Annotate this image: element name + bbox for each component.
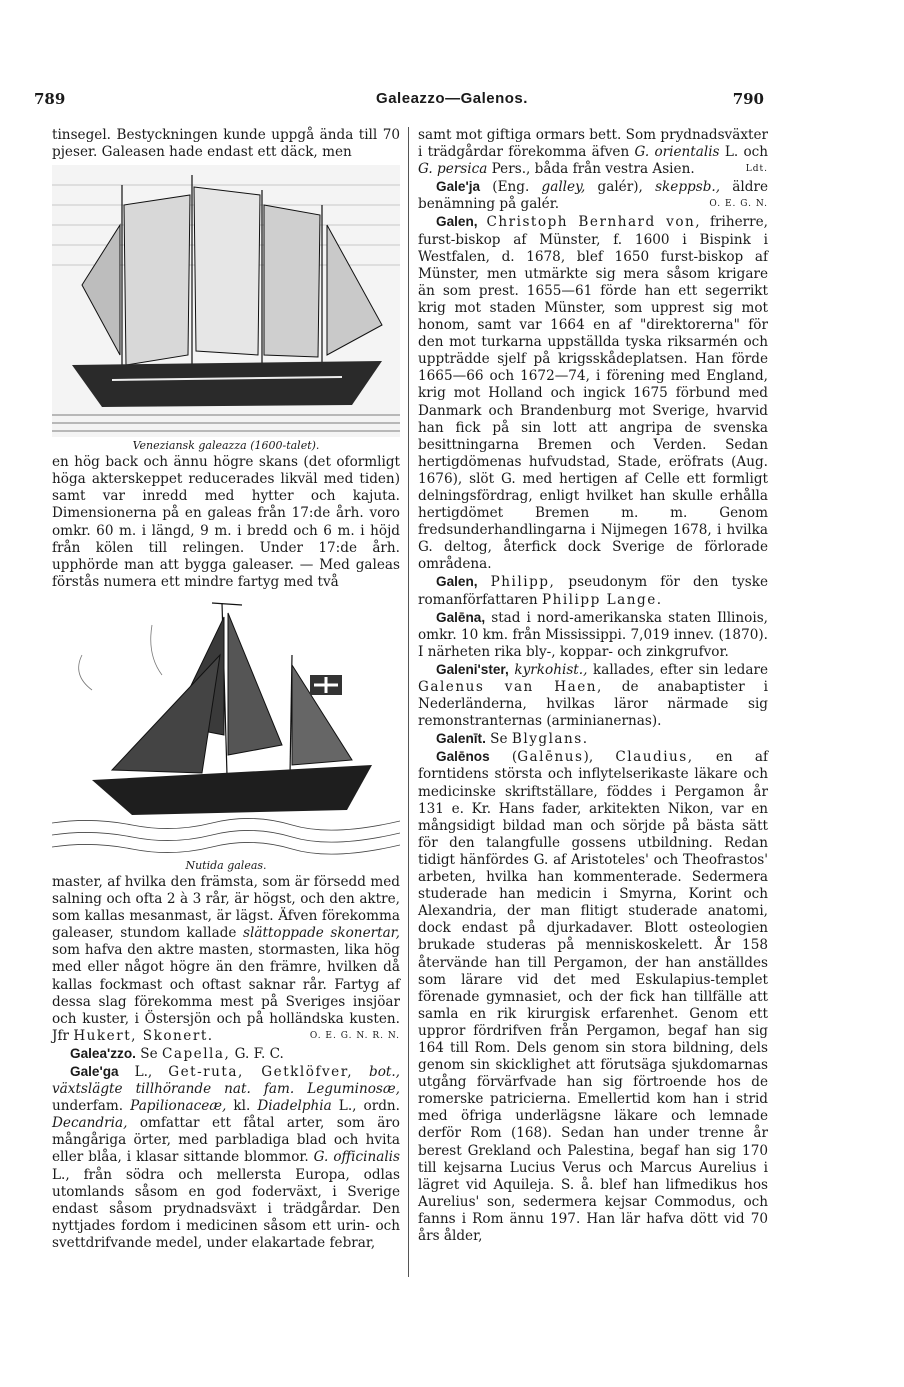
entry-galenos: Galēnos (Galēnus), Claudius, en af forntidens största och inflytelserikaste läkare och medicinske skriftställare, föddes i Pergamon år 131 e. Kr. Hans fader, arkitekten Nikon, var en mångsidigt bildad man och sörjde på bästa sätt för den talangfulle gossens utbildning. Redan tidigt hänfördes G. af Aristoteles' och Theofrastos' arbeten, hvilka han kommenterade. Sedermera studerade han medicin i Smyrna, Korint och Alexandria, der man flitigt studerade anatomi, dock endast på djurkadaver. Blott osteologien brukade studeras på menniskoskelett. År 158 återvände han till Pergamon, der han anställdes som lärare vid det med Eskulapius-templet förenade gymnasiet, och der fick han tillfälle att samla en rik kirurgisk erfarenhet. Genom ett uppror fördrifven från Pergamon, begaf han sig 164 till Rom. Dels genom sin stora bildning, dels genom sin skicklighet att förutsäga sjukdomarnas utgång förvärfvade han sig förtroende hos de romerske patricierna. Emellertid kom han i strid med öfriga underlägsne läkare och lemnade derför Rom (168). Sedan han under trenne år berest Grekland och Palestina, begaf han sig 170 till kejsarna Lucius Verus och Marcus Aurelius i lägret vid Aquileja. S. å. blef han lifmedikus hos Aurelius' son, sedermera kejsar Commodus, och fanns i Rom ännu 197. Han lär hafva dött vid 70 års ålder, [418, 749, 769, 1244]
entry-galena: Galēna, stad i nord-amerikanska staten Illinois, omkr. 10 km. från Mississippi. 7,019 innev. (1870). I närheten rika bly-, koppar- och zinkgrufvor. [418, 609, 768, 660]
intro-text: tinsegel. Bestyckningen kunde uppgå ända till 70 pjeser. Galeasen hade endast ett däck, men [52, 127, 400, 161]
author-signature: O. E. G. N. R. N. [309, 1030, 400, 1041]
left-column [52, 127, 400, 1252]
entry-galen-philipp: Galen, Philipp, pseudonym för den tyske romanförfattaren Philipp Lange. [418, 574, 768, 608]
running-title: Galeazzo—Galenos. [376, 90, 528, 107]
page-number-right: 790 [732, 90, 764, 108]
author-signature: Ldt. [745, 164, 768, 175]
figure-caption-modern: Nutida galeas. [185, 858, 267, 872]
galega-continued: samt mot giftiga ormars bett. Som prydnadsväxter i trädgårdar förekomma äfven G. orientalis L. och G. persica Pers., båda från vestra Asien. Ldt. [418, 127, 768, 178]
entry-galenit: Galenīt. Se Blyglans. [436, 731, 589, 748]
galeas-description: en hög back och ännu högre skans (det oformligt höga akterskeppet reducerades likväl med tiden) samt var inredd med hytter och kajuta. Dimensionerna på en galeas från 17:de årh. voro omkr. 60 m. i längd, 9 m. i bredd och 6 m. i höjd från kölen till relingen. Under 17:de årh. upphörde man att bygga galeaser. — Med galeas förstås numera ett mindre fartyg med två [52, 454, 400, 590]
figure-caption-venetian: Veneziansk galeazza (1600-talet). [132, 439, 320, 453]
entry-galeja: Gale'ja (Eng. galley, galér), skeppsb., äldre benämning på galér. O. E. G. N. [418, 179, 768, 213]
venetian-galleass-illustration [52, 165, 400, 437]
page-number-left: 789 [34, 90, 66, 108]
right-column [418, 127, 768, 1245]
modern-galeas-illustration [52, 595, 400, 857]
galeas-masts-text: master, af hvilka den främsta, som är försedd med salning och ofta 2 à 3 rår, är högst, och den aktre, som kallas mesanmast, är lägst. Äfven förekomma galeaser, stundom kallade slättoppade skonertar, som hafva den aktre masten, stormasten, lika hög med eller något högre än den främre, hvilken då kallas fockmast och oftast saknar rår. Fartyg af dessa slag förekomma mest på Sveriges insjöar och kuster, i Östersjön och på holländska kusten. Jfr Hukert, Skonert. O. E. G. N. R. N. [52, 873, 400, 1044]
column-divider [408, 127, 409, 1277]
entry-galen-christoph: Galen, Christoph Bernhard von, friherre, furst-biskop af Münster, f. 1600 i Bispink i Westfalen, d. 1678, blef 1650 furst-biskop af Münster, men utmärkte sig mera såsom krigare än som prest. 1655—61 förde han ett segerrikt krig mot staden Münster, som upprest sig mot honom, samt var 1664 en af "direktorerna" för den mot turkarna uppställda tyska riksarmén och uppträdde sjelf på krigsskådeplatsen. Han förde 1665—66 och 1672—74, i förening med England, krig mot Holland och ingick 1675 förbund med Danmark och Brandenburg mot Sverige, hvarvid han fick på sin lott att angripa de svenska besittningarna Bremen och Verden. Sedan hertigdömenas hufvudstad, Stade, eröfrats (Aug. 1676), slöt G. med hertigen af Celle ett formligt delningsfördrag, enligt hvilket han skulle erhålla hertigdömet Bremen m. m. Genom fredsunderhandlingarna i Nijmegen 1678, i hvilka G. deltog, återfick dock Sverige de förlorade områdena. [418, 214, 768, 573]
entry-galeazzo: Galea'zzo. Se Capella, G. F. C. [70, 1045, 284, 1062]
author-signature: O. E. G. N. [709, 199, 768, 210]
entry-galega: Gale'ga L., Get-ruta, Getklöfver, bot., växtslägte tillhörande nat. fam. Leguminosæ, underfam. Papilionaceæ, kl. Diadelphia L., ordn. Decandria, omfattar ett fåtal arter, som äro mångåriga örter, med parbladiga blad och hvita eller blåa, i klasar sittande blommor. G. officinalis L., från södra och mellersta Europa, odlas utomlands såsom en god foderväxt, i Sverige endast såsom prydnadsväxt i trädgårdar. Den nyttjades fordom i medicinen såsom ett urin- och svettdrifvande medel, under elakartade febrar, [52, 1063, 401, 1251]
entry-galenister: Galeni'ster, kyrkohist., kallades, efter sin ledare Galenus van Haen, de anabaptister i Nederländerna, hvilkas läror närmade sig remonstranternas (arminianernas). [418, 661, 768, 730]
